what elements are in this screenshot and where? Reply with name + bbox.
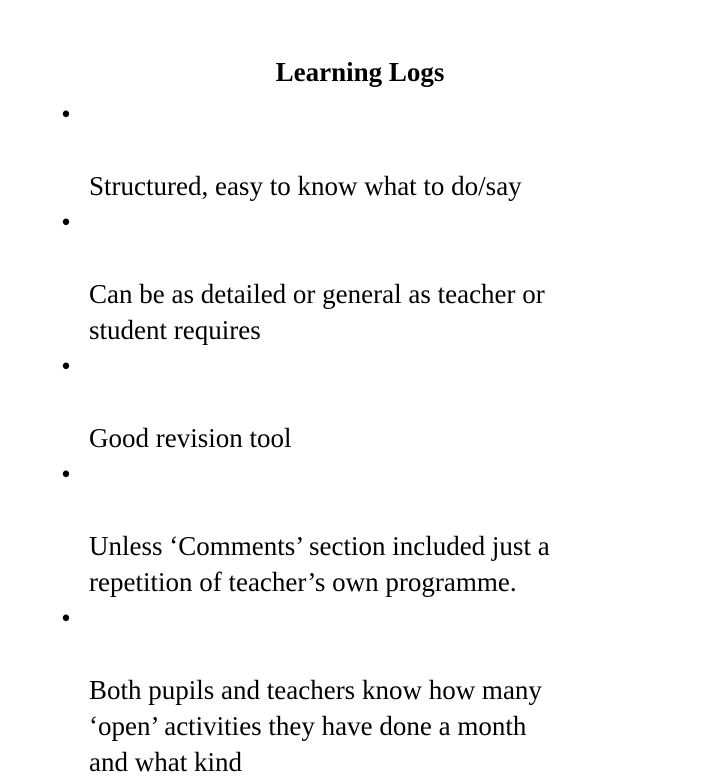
bullet-icon: • xyxy=(61,207,71,237)
bullet-item xyxy=(56,204,676,348)
bullet-icon: • xyxy=(61,351,71,381)
bullet-text: Structured, easy to know what to do/say xyxy=(89,171,522,201)
bullet-text: Good revision tool xyxy=(89,423,292,453)
bullet-icon: • xyxy=(61,99,71,129)
bullet-icon: • xyxy=(61,459,71,489)
bullet-item xyxy=(56,600,676,780)
bullet-item xyxy=(56,96,676,204)
bullet-icon: • xyxy=(61,603,71,633)
bullet-text: Unless ‘Comments’ section included just a repetition of teacher’s own programme. xyxy=(89,531,550,597)
bullet-item xyxy=(56,348,676,456)
bullet-text: Can be as detailed or general as teacher or student requires xyxy=(89,279,545,345)
bullet-item xyxy=(56,456,676,600)
bullet-list xyxy=(56,96,676,780)
slide-title: Learning Logs xyxy=(275,57,445,87)
bullet-text: Both pupils and teachers know how many ‘open’ activities they have done a month and what kind xyxy=(89,675,542,777)
